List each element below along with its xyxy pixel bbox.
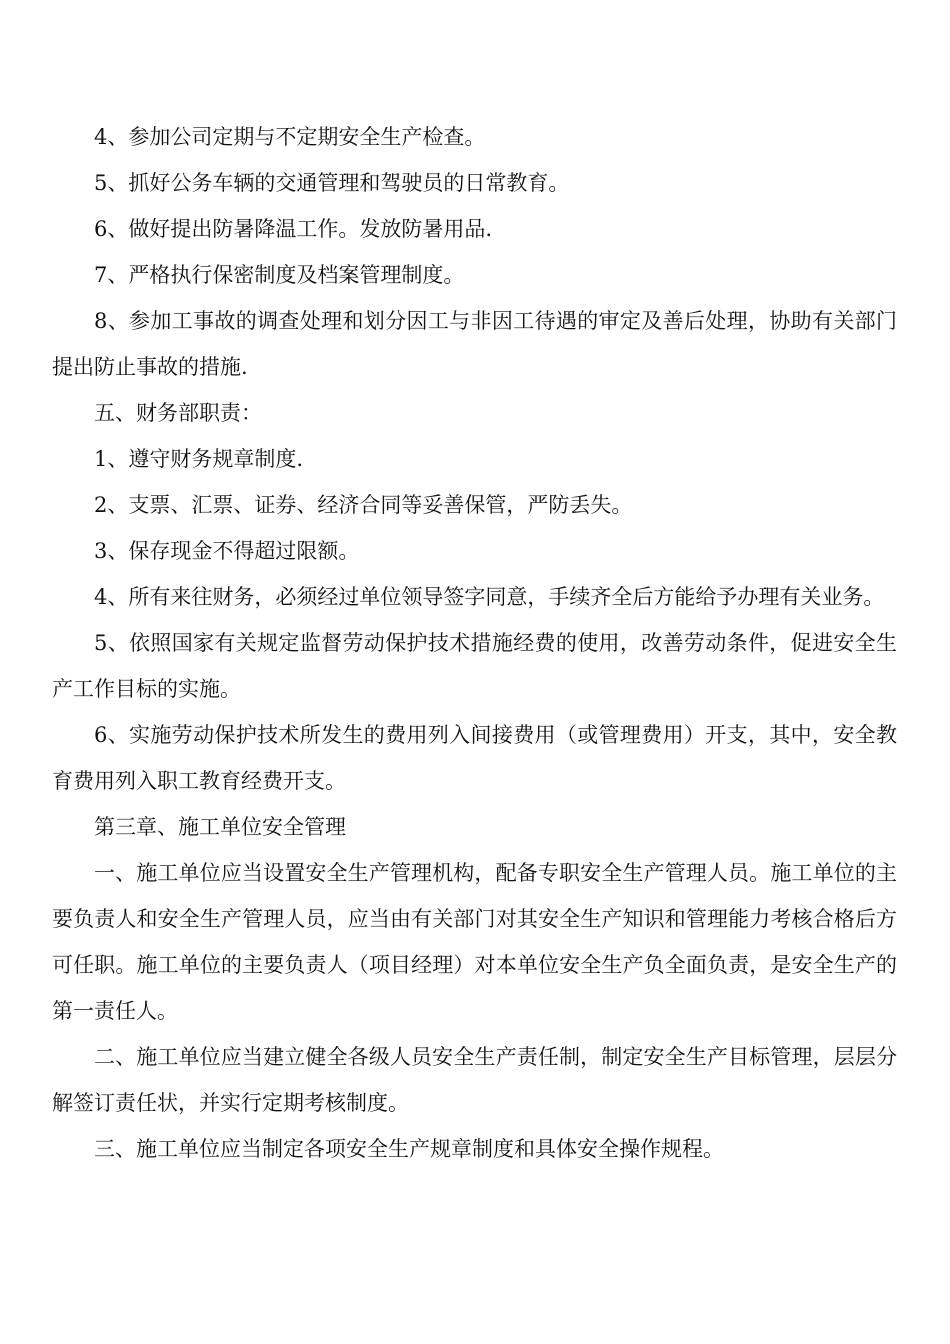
chapter-item-3: 三、施工单位应当制定各项安全生产规章制度和具体安全操作规程。 — [94, 1137, 724, 1161]
finance-item-4: 4、所有来往财务，必须经过单位领导签字同意，手续齐全后方能给予办理有关业务。 — [94, 585, 885, 609]
paragraph-item-7: 7、严格执行保密制度及档案管理制度。 — [94, 263, 465, 287]
chapter-item-2: 二、施工单位应当建立健全各级人员安全生产责任制，制定安全生产目标管理，层层分解签订责任状，并实行定期考核制度。 — [52, 1045, 897, 1115]
paragraph-item-4: 4、参加公司定期与不定期安全生产检查。 — [94, 125, 486, 149]
finance-item-2: 2、支票、汇票、证券、经济合同等妥善保管，严防丢失。 — [94, 493, 633, 517]
paragraph-item-6: 6、做好提出防暑降温工作。发放防暑用品. — [94, 217, 493, 241]
section-heading-finance: 五、财务部职责： — [94, 401, 262, 425]
finance-item-3: 3、保存现金不得超过限额。 — [94, 539, 360, 563]
document-body — [52, 114, 897, 1172]
finance-item-1: 1、遵守财务规章制度. — [94, 447, 304, 471]
paragraph-item-5: 5、抓好公务车辆的交通管理和驾驶员的日常教育。 — [94, 171, 570, 195]
finance-item-6: 6、实施劳动保护技术所发生的费用列入间接费用（或管理费用）开支，其中，安全教育费用列入职工教育经费开支。 — [52, 723, 897, 793]
chapter-item-1: 一、施工单位应当设置安全生产管理机构，配备专职安全生产管理人员。施工单位的主要负责人和安全生产管理人员，应当由有关部门对其安全生产知识和管理能力考核合格后方可任职。施工单位的主要负责人（项目经理）对本单位安全生产负全面负责，是安全生产的第一责任人。 — [52, 861, 897, 1023]
chapter-heading-3: 第三章、施工单位安全管理 — [94, 815, 346, 839]
finance-item-5: 5、依照国家有关规定监督劳动保护技术措施经费的使用，改善劳动条件，促进安全生产工作目标的实施。 — [52, 631, 897, 701]
paragraph-item-8: 8、参加工事故的调查处理和划分因工与非因工待遇的审定及善后处理，协助有关部门提出防止事故的措施. — [52, 309, 897, 379]
